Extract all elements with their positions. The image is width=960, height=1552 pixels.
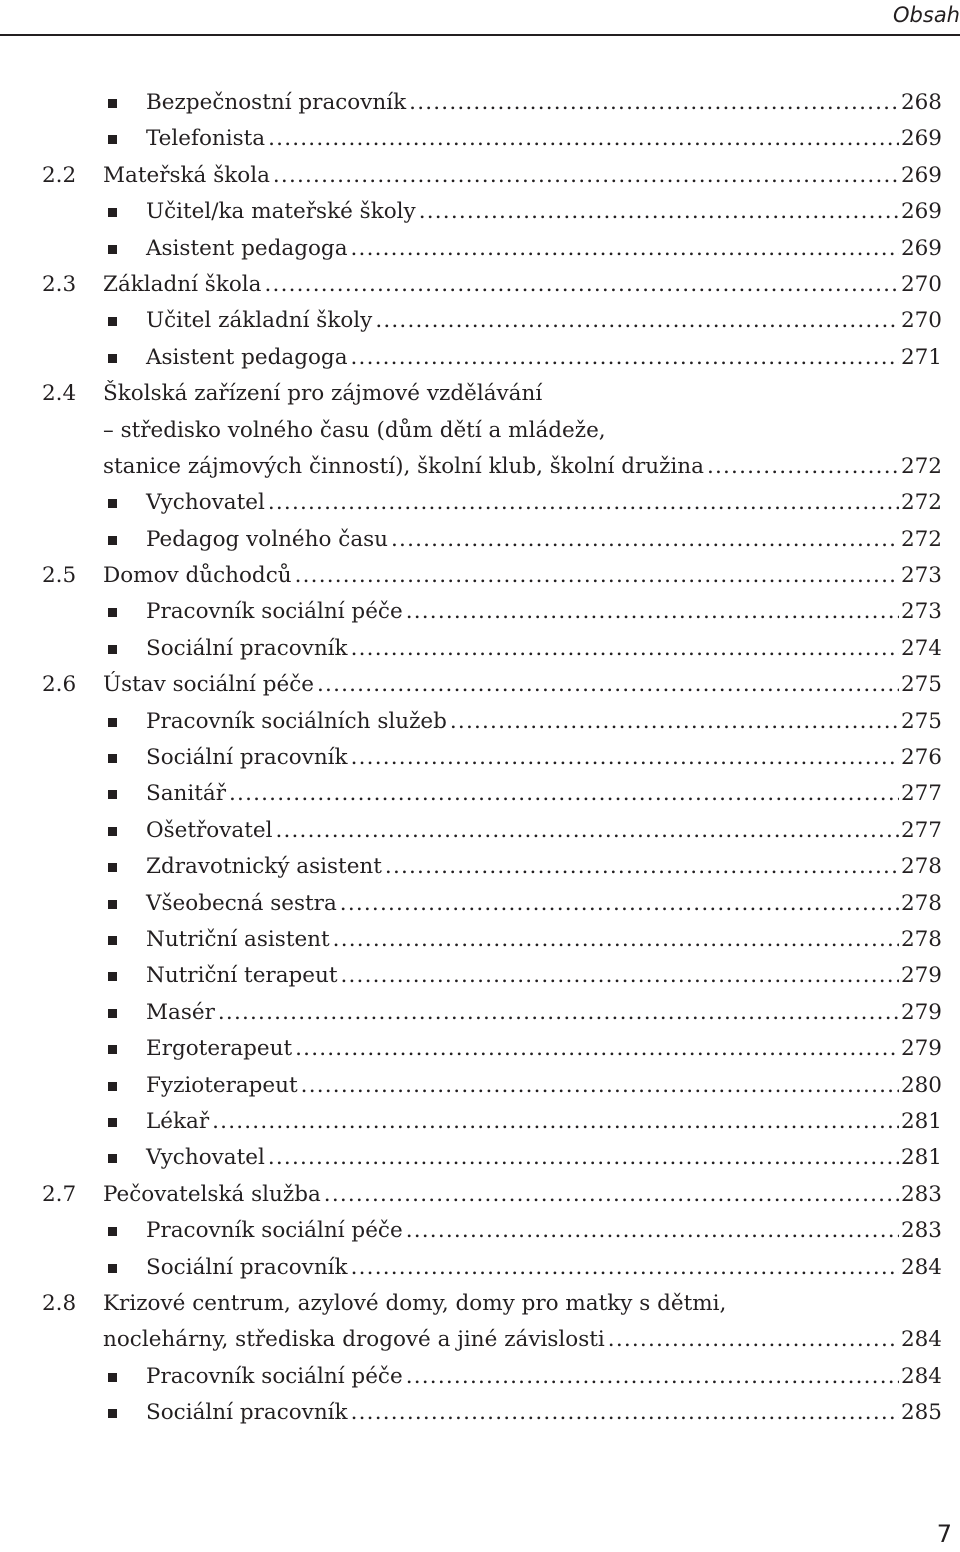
toc-subentry-row[interactable] xyxy=(0,85,960,121)
toc-entry xyxy=(146,594,942,630)
entry-title: Pečovatelská služba xyxy=(103,1181,321,1207)
toc-entry xyxy=(103,267,942,303)
toc-section-row[interactable] xyxy=(0,376,960,485)
section-number: 2.4 xyxy=(42,381,77,407)
dot-leader xyxy=(351,231,899,267)
toc-subentry-row[interactable] xyxy=(0,194,960,230)
toc-entry xyxy=(146,1068,942,1104)
table-of-contents xyxy=(0,85,960,1431)
section-number: 2.6 xyxy=(42,672,77,698)
entry-title: Masér xyxy=(146,999,215,1025)
toc-entry xyxy=(146,1395,942,1431)
entry-page-number: 276 xyxy=(900,745,942,771)
dot-leader xyxy=(391,522,899,558)
toc-entry xyxy=(103,1177,942,1213)
square-bullet-icon xyxy=(108,863,117,872)
dot-leader xyxy=(229,776,899,812)
dot-leader xyxy=(273,158,899,194)
entry-title: Učitel/ka mateřské školy xyxy=(146,199,416,225)
square-bullet-icon xyxy=(108,718,117,727)
entry-title: Vychovatel xyxy=(146,490,265,516)
dot-leader xyxy=(265,267,899,303)
toc-entry xyxy=(146,740,942,776)
entry-title: Pracovník sociální péče xyxy=(146,1363,403,1389)
toc-subentry-row[interactable] xyxy=(0,631,960,667)
toc-entry xyxy=(103,667,942,703)
toc-section-row[interactable] xyxy=(0,1286,960,1359)
entry-title: Vychovatel xyxy=(146,1145,265,1171)
entry-title: Ústav sociální péče xyxy=(103,672,314,698)
entry-page-number: 270 xyxy=(900,271,942,297)
entry-page-number: 281 xyxy=(900,1108,942,1134)
toc-subentry-row[interactable] xyxy=(0,886,960,922)
square-bullet-icon xyxy=(108,1264,117,1273)
toc-entry xyxy=(146,1140,942,1176)
toc-entry xyxy=(146,194,942,230)
entry-title: Nutriční terapeut xyxy=(146,963,338,989)
entry-title: Pedagog volného času xyxy=(146,526,389,552)
toc-entry xyxy=(146,121,942,157)
dot-leader xyxy=(406,594,899,630)
toc-subentry-row[interactable] xyxy=(0,1250,960,1286)
square-bullet-icon xyxy=(108,1154,117,1163)
dot-leader xyxy=(450,704,899,740)
dot-leader xyxy=(351,631,899,667)
toc-entry xyxy=(146,1213,942,1249)
entry-page-number: 271 xyxy=(900,344,942,370)
entry-page-number: 269 xyxy=(900,199,942,225)
toc-subentry-row[interactable] xyxy=(0,813,960,849)
toc-section-row[interactable] xyxy=(0,1177,960,1213)
entry-title: Mateřská škola xyxy=(103,162,270,188)
entry-page-number: 279 xyxy=(900,1036,942,1062)
dot-leader xyxy=(324,1177,899,1213)
entry-page-number: 272 xyxy=(900,453,942,479)
toc-subentry-row[interactable] xyxy=(0,958,960,994)
square-bullet-icon xyxy=(108,1409,117,1418)
entry-title: Základní škola xyxy=(103,271,262,297)
toc-entry xyxy=(103,158,942,194)
toc-subentry-row[interactable] xyxy=(0,740,960,776)
dot-leader xyxy=(268,1140,899,1176)
toc-subentry-row[interactable] xyxy=(0,995,960,1031)
dot-leader xyxy=(351,1250,899,1286)
square-bullet-icon xyxy=(108,608,117,617)
toc-section-row[interactable] xyxy=(0,267,960,303)
dot-leader xyxy=(351,1395,899,1431)
entry-title: Sociální pracovník xyxy=(146,745,348,771)
toc-entry xyxy=(146,922,942,958)
toc-section-row[interactable] xyxy=(0,667,960,703)
square-bullet-icon xyxy=(108,1082,117,1091)
entry-page-number: 281 xyxy=(900,1145,942,1171)
dot-leader xyxy=(268,485,899,521)
entry-page-number: 284 xyxy=(900,1363,942,1389)
entry-page-number: 284 xyxy=(900,1254,942,1280)
dot-leader xyxy=(340,886,899,922)
toc-subentry-row[interactable] xyxy=(0,704,960,740)
square-bullet-icon xyxy=(108,354,117,363)
section-number: 2.5 xyxy=(42,563,77,589)
square-bullet-icon xyxy=(108,900,117,909)
section-title: Obsah xyxy=(893,3,960,27)
entry-page-number: 278 xyxy=(900,854,942,880)
dot-leader xyxy=(608,1322,899,1358)
toc-entry xyxy=(146,1250,942,1286)
toc-subentry-row[interactable] xyxy=(0,303,960,339)
entry-page-number: 284 xyxy=(900,1327,942,1353)
entry-page-number: 285 xyxy=(900,1400,942,1426)
entry-page-number: 283 xyxy=(900,1181,942,1207)
entry-page-number: 279 xyxy=(900,999,942,1025)
page-number: 7 xyxy=(936,1520,952,1548)
dot-leader xyxy=(419,194,899,230)
entry-page-number: 275 xyxy=(900,672,942,698)
square-bullet-icon xyxy=(108,1373,117,1382)
entry-title: Sociální pracovník xyxy=(146,1254,348,1280)
square-bullet-icon xyxy=(108,1227,117,1236)
dot-leader xyxy=(375,303,899,339)
entry-title: Sanitář xyxy=(146,781,227,807)
dot-leader xyxy=(351,340,899,376)
running-header xyxy=(0,0,960,36)
entry-title: Domov důchodců xyxy=(103,563,292,589)
toc-entry xyxy=(146,303,942,339)
square-bullet-icon xyxy=(108,499,117,508)
section-number: 2.8 xyxy=(42,1290,77,1316)
entry-page-number: 279 xyxy=(900,963,942,989)
entry-page-number: 278 xyxy=(900,890,942,916)
dot-leader xyxy=(333,922,899,958)
square-bullet-icon xyxy=(108,135,117,144)
toc-subentry-row[interactable] xyxy=(0,522,960,558)
toc-entry xyxy=(146,958,942,994)
entry-title: Učitel základní školy xyxy=(146,308,373,334)
entry-title: Lékař xyxy=(146,1108,210,1134)
toc-entry xyxy=(146,813,942,849)
toc-entry xyxy=(146,231,942,267)
toc-subentry-row[interactable] xyxy=(0,594,960,630)
entry-page-number: 272 xyxy=(900,526,942,552)
entry-title-line: stanice zájmových činností), školní klub, školní družina xyxy=(103,453,704,479)
entry-title: Nutriční asistent xyxy=(146,927,330,952)
dot-leader xyxy=(406,1359,899,1395)
dot-leader xyxy=(409,85,899,121)
entry-page-number: 278 xyxy=(900,927,942,952)
entry-page-number: 273 xyxy=(900,563,942,589)
square-bullet-icon xyxy=(108,790,117,799)
dot-leader xyxy=(268,121,899,157)
entry-page-number: 277 xyxy=(900,781,942,807)
entry-title-line: noclehárny, střediska drogové a jiné závislosti xyxy=(103,1327,605,1353)
entry-title: Asistent pedagoga xyxy=(146,344,348,370)
dot-leader xyxy=(317,667,899,703)
toc-section-row[interactable] xyxy=(0,558,960,594)
toc-subentry-row[interactable] xyxy=(0,849,960,885)
toc-subentry-row[interactable] xyxy=(0,121,960,157)
entry-page-number: 268 xyxy=(900,90,942,115)
toc-subentry-row[interactable] xyxy=(0,1395,960,1431)
square-bullet-icon xyxy=(108,1009,117,1018)
toc-subentry-row[interactable] xyxy=(0,1213,960,1249)
entry-page-number: 280 xyxy=(900,1072,942,1098)
section-number: 2.7 xyxy=(42,1181,77,1207)
square-bullet-icon xyxy=(108,536,117,545)
toc-subentry-row[interactable] xyxy=(0,1031,960,1067)
toc-subentry-row[interactable] xyxy=(0,1140,960,1176)
dot-leader xyxy=(340,958,898,994)
toc-subentry-row[interactable] xyxy=(0,1104,960,1140)
toc-entry xyxy=(146,776,942,812)
toc-entry xyxy=(146,340,942,376)
entry-title-line: Krizové centrum, azylové domy, domy pro matky s dětmi, xyxy=(103,1290,727,1316)
square-bullet-icon xyxy=(108,245,117,254)
dot-leader xyxy=(385,849,899,885)
entry-title: Ošetřovatel xyxy=(146,817,273,843)
entry-title-line: – středisko volného času (dům dětí a mládeže, xyxy=(103,417,606,443)
toc-entry xyxy=(103,558,942,594)
entry-page-number: 272 xyxy=(900,490,942,516)
square-bullet-icon xyxy=(108,99,117,108)
entry-page-number: 269 xyxy=(900,235,942,261)
toc-subentry-row[interactable] xyxy=(0,231,960,267)
entry-page-number: 270 xyxy=(900,308,942,334)
dot-leader xyxy=(212,1104,899,1140)
toc-section-row[interactable] xyxy=(0,158,960,194)
entry-title-line: Školská zařízení pro zájmové vzdělávání xyxy=(103,381,543,407)
entry-page-number: 283 xyxy=(900,1218,942,1244)
entry-page-number: 273 xyxy=(900,599,942,625)
entry-title: Bezpečnostní pracovník xyxy=(146,90,407,115)
entry-title: Pracovník sociálních služeb xyxy=(146,708,447,734)
toc-subentry-row[interactable] xyxy=(0,1359,960,1395)
entry-title: Pracovník sociální péče xyxy=(146,1218,403,1244)
toc-subentry-row[interactable] xyxy=(0,776,960,812)
toc-entry xyxy=(146,886,942,922)
square-bullet-icon xyxy=(108,1045,117,1054)
dot-leader xyxy=(295,1031,899,1067)
toc-entry xyxy=(146,85,942,121)
entry-title: Pracovník sociální péče xyxy=(146,599,403,625)
square-bullet-icon xyxy=(108,208,117,217)
dot-leader xyxy=(295,558,899,594)
square-bullet-icon xyxy=(108,1118,117,1127)
toc-entry xyxy=(103,1286,942,1359)
section-number: 2.3 xyxy=(42,271,77,297)
toc-entry xyxy=(146,485,942,521)
toc-entry xyxy=(146,1359,942,1395)
toc-subentry-row[interactable] xyxy=(0,922,960,958)
entry-title: Zdravotnický asistent xyxy=(146,854,382,880)
square-bullet-icon xyxy=(108,645,117,654)
dot-leader xyxy=(275,813,899,849)
toc-entry xyxy=(146,1104,942,1140)
toc-subentry-row[interactable] xyxy=(0,1068,960,1104)
entry-title: Asistent pedagoga xyxy=(146,235,348,261)
square-bullet-icon xyxy=(108,972,117,981)
entry-title: Fyzioterapeut xyxy=(146,1072,298,1098)
dot-leader xyxy=(301,1068,899,1104)
entry-title: Telefonista xyxy=(146,126,266,152)
toc-subentry-row[interactable] xyxy=(0,485,960,521)
toc-entry xyxy=(146,631,942,667)
entry-title: Ergoterapeut xyxy=(146,1036,293,1062)
entry-title: Sociální pracovník xyxy=(146,1400,348,1426)
toc-entry xyxy=(103,376,942,485)
entry-title: Všeobecná sestra xyxy=(146,890,337,916)
toc-entry xyxy=(146,522,942,558)
square-bullet-icon xyxy=(108,317,117,326)
dot-leader xyxy=(218,995,899,1031)
entry-page-number: 274 xyxy=(900,635,942,661)
entry-page-number: 269 xyxy=(900,162,942,188)
entry-page-number: 277 xyxy=(900,817,942,843)
dot-leader xyxy=(707,449,899,485)
entry-title: Sociální pracovník xyxy=(146,635,348,661)
entry-page-number: 275 xyxy=(900,708,942,734)
toc-entry xyxy=(146,704,942,740)
toc-entry xyxy=(146,995,942,1031)
entry-page-number: 269 xyxy=(900,126,942,152)
toc-entry xyxy=(146,1031,942,1067)
toc-entry xyxy=(146,849,942,885)
toc-subentry-row[interactable] xyxy=(0,340,960,376)
dot-leader xyxy=(351,740,899,776)
section-number: 2.2 xyxy=(42,162,77,188)
square-bullet-icon xyxy=(108,936,117,945)
dot-leader xyxy=(406,1213,899,1249)
square-bullet-icon xyxy=(108,754,117,763)
square-bullet-icon xyxy=(108,827,117,836)
